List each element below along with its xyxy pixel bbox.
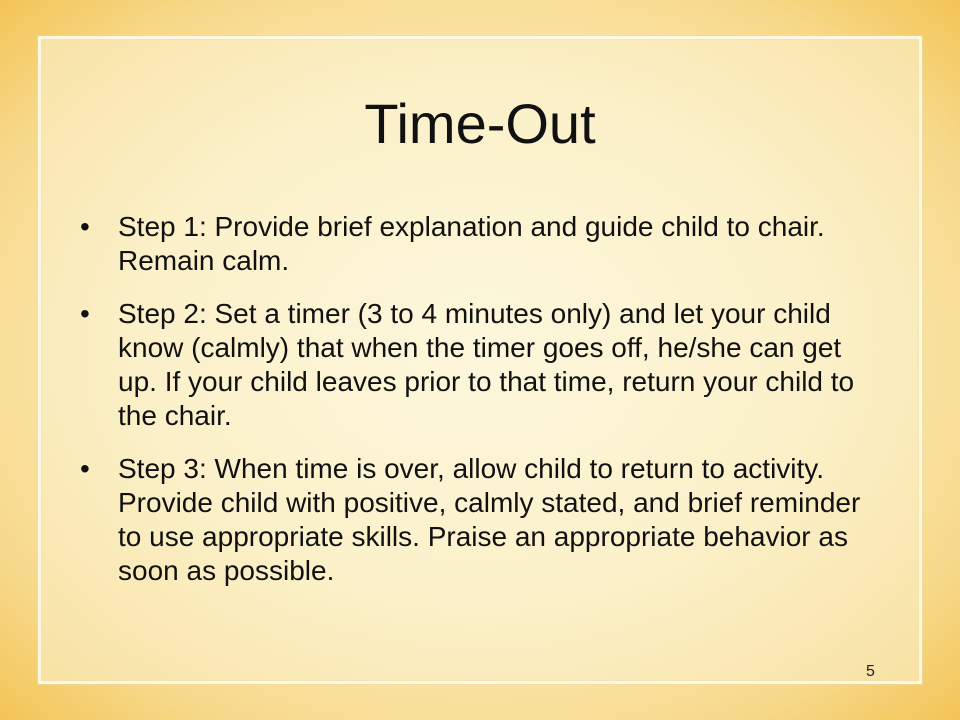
bullet-text-3: Step 3: When time is over, allow child to return to activity. Provide child with positive, calmly stated, and brief reminder to use appropriate skills. Praise an appropriate behavior as soon as possible.: [118, 453, 861, 586]
bullet-item-3: [80, 452, 880, 588]
bullet-marker: •: [80, 298, 90, 329]
bullet-item-2: [80, 297, 880, 433]
bullet-text-2: Step 2: Set a timer (3 to 4 minutes only) and let your child know (calmly) that when the timer goes off, he/she can get up. If your child leaves prior to that time, return your child to the chair.: [118, 298, 855, 431]
slide-title: Time-Out: [364, 92, 596, 155]
bullet-text-1: Step 1: Provide brief explanation and guide child to chair. Remain calm.: [118, 211, 825, 276]
bullet-marker: •: [80, 211, 90, 242]
bullet-list: [80, 210, 880, 607]
bullet-marker: •: [80, 453, 90, 484]
page-number: 5: [866, 663, 875, 680]
bullet-item-1: [80, 210, 880, 278]
